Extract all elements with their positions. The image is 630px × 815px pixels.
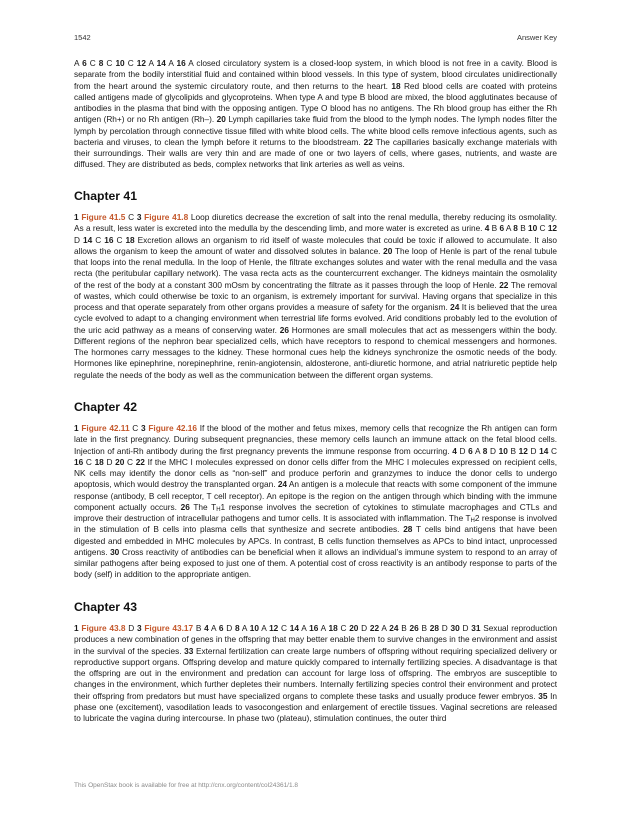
figure-link[interactable]: Figure 43.17 <box>144 623 194 633</box>
chapter-40-answers <box>74 58 557 183</box>
question-number: 24 <box>389 623 399 633</box>
question-number: 24 <box>277 479 288 490</box>
answer-text: It is believed that the urea cycle evolved to adapt to a changing environment when terrestrial life forms evolved. Arid conditions probably led to the evolution of the uric acid pathway as a means of conserving water. <box>74 302 557 335</box>
answer-text: C <box>83 456 95 467</box>
answer-text: Hormones are small molecules that act as messengers within the body. Different regions of the nephron bear specialized cells, which have receptors to respond to chemical messengers and hormones. The hormones carry messages to the kidney. These hormonal cues help the kidneys synchronize the osmotic needs of the body. Hormones like epinephrine, norepinephrine, renin-angiotensin, aldosterone, anti-diuretic hormone, and atrial natriuretic peptide help regulate the needs of the body as well as the communication between the different organ systems. <box>74 324 557 380</box>
answer-text: 1 response involves the secretion of cytokines to stimulate macrophages and CTLs and improve their destruction of intracellular pathogens and tumor cells. It is associated with inflammation. The T <box>74 501 557 523</box>
answer-text: Cross reactivity of antibodies can be beneficial when it allows an individual’s immune system to respond to an array of similar pathogens after being exposed to just one of them. A potential cost of cross reactivity is an antibody response to parts of the body (self) in addition to the appropriate antigen. <box>74 546 558 580</box>
question-number: 8 <box>482 445 488 456</box>
question-number: 8 <box>513 223 518 234</box>
question-number: 20 <box>216 114 226 125</box>
question-number: 3 <box>136 623 142 633</box>
answer-text: The removal of wastes, which could otherwise be toxic to an organism, is extremely important for survival. Having organs that specialize in this process and that operate separately from other organs provides a measure of safety for the organism. <box>74 279 557 312</box>
question-number: 6 <box>499 223 505 234</box>
answer-text: C <box>337 623 350 633</box>
page-footer: This OpenStax book is available for free at http://cnx.org/content/col24361/1.8 <box>74 782 299 789</box>
answer-text: B <box>507 445 519 456</box>
chapter-43-heading: Chapter 43 <box>74 600 137 614</box>
answer-text: C <box>103 58 116 68</box>
question-number: 20 <box>115 456 125 467</box>
answer-text: C <box>278 623 290 633</box>
answer-text: C <box>125 212 137 222</box>
answer-text: The T <box>189 501 217 512</box>
answer-text: A <box>472 445 483 456</box>
question-number: 1 <box>74 212 79 222</box>
question-number: 16 <box>74 456 84 467</box>
answer-key-content <box>74 58 557 733</box>
question-number: 22 <box>499 279 509 290</box>
question-number: 22 <box>135 456 145 467</box>
answer-text: C <box>113 234 126 245</box>
question-number: 28 <box>429 623 439 633</box>
chapter-43-answers <box>74 623 557 733</box>
answer-text: An antigen is a molecule that reacts with some component of the immune response (antibody, B cell receptor, T cell receptor). An epitope is the region on the antigen through which binding with the immune component actually occurs. <box>74 479 557 512</box>
question-number: 4 <box>484 223 490 234</box>
running-header: Answer Key <box>516 33 557 42</box>
answer-text: If the blood of the mother and fetus mixes, memory cells that recognize the Rh antigen can form late in the first pregnancy. During subsequent pregnancies, these memory cells launch an immune attack on the fetal blood cells. Injection of anti-Rh antibody during the first pregnancy prevents the immune response from occurring. <box>74 423 557 456</box>
answer-text: D <box>125 623 137 633</box>
answer-text: D <box>74 234 83 245</box>
answer-text: B <box>418 623 430 633</box>
question-number: 26 <box>180 501 190 512</box>
question-number: 16 <box>309 623 319 633</box>
question-number: 14 <box>156 58 166 68</box>
figure-link[interactable]: Figure 42.16 <box>148 423 197 433</box>
question-number: 33 <box>184 645 194 656</box>
answer-text: C <box>548 445 558 456</box>
answer-text: A <box>504 223 514 234</box>
answer-text: If the MHC I molecules expressed on donor cells differ from the MHC I molecules expressed on recipient cells, NK cells may identify the donor cells as “non-self” and produce perforin and granzymes to induce the donor cells to undergo apoptosis, which would destroy the transplanted organ. <box>74 456 557 490</box>
question-number: 6 <box>82 58 87 68</box>
question-number: 20 <box>383 245 393 256</box>
chapter-41-heading: Chapter 41 <box>74 189 137 203</box>
answer-text: A closed circulatory system is a closed-loop system, in which blood is not free in a cavity. Blood is separate from the bodily interstitial fluid and contained within blood vessels. In this type of system, blood circulates unidirectionally from the heart around the systemic circulatory route, and then returns to the heart. <box>74 58 558 91</box>
question-number: 26 <box>279 324 289 335</box>
question-number: 3 <box>136 212 142 222</box>
answer-text: A <box>258 623 270 633</box>
question-number: 1 <box>74 623 79 633</box>
question-number: 22 <box>363 136 373 147</box>
answer-text: Lymph capillaries take fluid from the blood to the lymph nodes. The lymph nodes filter the lymph by percolation through connective tissue filled with white blood cells. The white blood cells remove infectious agents, such as bacteria and viruses, to clean the lymph before it returns to the bloodstream. <box>74 114 558 147</box>
answer-text: The capillaries basically exchange materials with their surroundings. Their walls are very thin and are made of one or two layers of cells, where gases, nutrients, and waste are diffused. They are distributed as beds, complex networks that link arteries as well as veins. <box>74 136 557 170</box>
chapter-42-heading: Chapter 42 <box>74 400 137 414</box>
question-number: 26 <box>409 623 419 633</box>
answer-text: A <box>165 58 177 68</box>
question-number: 14 <box>539 445 549 456</box>
answer-text: C <box>124 58 137 68</box>
answer-text: D <box>103 456 116 467</box>
question-number: 18 <box>391 80 401 91</box>
question-number: 12 <box>269 623 279 633</box>
question-number: 10 <box>249 623 259 633</box>
answer-text: A <box>299 623 310 633</box>
question-number: 18 <box>328 623 338 633</box>
question-number: 10 <box>115 58 125 68</box>
figure-link[interactable]: Figure 43.8 <box>81 623 126 633</box>
figure-link[interactable]: Figure 41.8 <box>144 212 189 222</box>
answer-text: In phase one (excitement), vasodilation leads to vasocongestion and enlargement of erectile tissues. Vaginal secretions are released to lubricate the vagina during intercourse. In phase two (plateau), stimulation continues, the outer third <box>74 690 558 723</box>
question-number: 6 <box>218 623 224 633</box>
answer-text: B <box>193 623 205 633</box>
subscript: H <box>216 506 221 513</box>
subscript: H <box>470 518 475 524</box>
question-number: 30 <box>110 546 120 557</box>
question-number: 12 <box>547 223 558 234</box>
answer-text: C <box>124 456 136 467</box>
answer-text: Sexual reproduction produces a new combination of genes in the offspring that may better enable them to survive changes in the environment and assist in the survival of the species. <box>74 623 558 656</box>
question-number: 10 <box>498 445 508 456</box>
answer-text: D <box>487 445 499 456</box>
answer-text: Loop diuretics decrease the excretion of salt into the renal medulla, thereby reducing its osmolality. As a result, less water is excreted into the medulla by the descending limb, and more water is excreted as urine. <box>74 212 557 234</box>
question-number: 12 <box>518 445 528 456</box>
answer-text: C <box>92 234 105 245</box>
question-number: 31 <box>471 623 481 633</box>
answer-text: C <box>537 223 548 234</box>
answer-text: C <box>86 58 99 68</box>
chapter-41-answers <box>74 212 557 394</box>
question-number: 22 <box>369 623 380 633</box>
answer-text: D <box>358 623 370 633</box>
question-number: 14 <box>83 234 93 245</box>
answer-text: B <box>398 623 410 633</box>
question-number: 35 <box>538 690 548 701</box>
answer-text: T cells bind antigens that have been digested and embedded in MHC molecules by APCs. In contrast, B cells function themselves as APCs to bind intact, unprocessed antigens. <box>74 524 558 557</box>
answer-text: A <box>318 623 329 633</box>
question-number: 12 <box>136 58 146 68</box>
question-number: 1 <box>74 423 79 433</box>
answer-text: D <box>439 623 451 633</box>
question-number: 10 <box>528 223 538 234</box>
question-number: 28 <box>403 524 413 535</box>
question-number: 16 <box>176 58 186 68</box>
answer-text: A <box>379 623 390 633</box>
answer-text: A <box>208 623 219 633</box>
answer-text: C <box>129 423 141 433</box>
question-number: 14 <box>289 623 299 633</box>
question-number: 6 <box>468 445 473 456</box>
question-number: 30 <box>450 623 460 633</box>
question-number: 8 <box>234 623 240 633</box>
answer-text: The loop of Henle is part of the renal tubule that loops into the renal medulla. In the loop of Henle, the filtrate exchanges solutes and water with the renal medulla and the vasa recta (the peritubular capillary network). The vasa recta acts as the countercurrent exchanger. The kidneys maintain the osmolality of the rest of the body at a constant 300 mOsm by concentrating the filtrate as it passes through the loop of Henle. <box>74 245 557 290</box>
answer-text: External fertilization can create large numbers of offspring without requiring specialized delivery or reproductive support organs. Offspring develop and mature quickly compared to internally fertilizing species. A disadvantage is that the offspring are out in the environment and predation can account for large loss of offspring. The embryos are susceptible to changes in the environment, which further depletes their numbers. Internally fertilizing species control their environment and protect their offspring from predators but must have specialized organs to complete these tasks and usually produce fewer embryos. <box>74 645 557 701</box>
answer-text: B <box>489 223 500 234</box>
question-number: 16 <box>104 234 114 245</box>
answer-text: D <box>527 445 540 456</box>
answer-text: Red blood cells are coated with proteins called antigens made of glycolipids and glycoproteins. When type A and type B blood are mixed, the blood agglutinates because of antibodies in the plasma that bind with the opposing antigen. Type O blood has no antigens. The Rh blood group has either the Rh antigen (Rh+) or no Rh antigen (Rh–). <box>74 80 557 125</box>
answer-text: D <box>223 623 235 633</box>
question-number: 4 <box>452 445 457 456</box>
question-number: 18 <box>125 234 135 245</box>
question-number: 3 <box>141 423 146 433</box>
answer-text: A <box>239 623 250 633</box>
question-number: 20 <box>349 623 359 633</box>
answer-text: A <box>145 58 157 68</box>
figure-link[interactable]: Figure 41.5 <box>81 212 126 222</box>
question-number: 24 <box>450 302 460 312</box>
question-number: 8 <box>98 58 104 68</box>
answer-text: A <box>74 58 83 68</box>
question-number: 18 <box>94 456 104 467</box>
figure-link[interactable]: Figure 42.11 <box>81 423 130 433</box>
answer-text: D <box>459 623 472 633</box>
chapter-42-answers <box>74 423 557 594</box>
answer-text: B <box>517 223 529 234</box>
question-number: 4 <box>204 623 209 633</box>
page-number: 1542 <box>74 33 91 42</box>
answer-text: Excretion allows an organism to rid itself of waste molecules that could be toxic if allowed to accumulate. It also allows the organism to keep the amount of water and dissolved solutes in balance. <box>74 234 557 256</box>
answer-text: D <box>456 445 469 456</box>
answer-text: 2 response is involved in the stimulation of B cells into plasma cells that synthesize and secrete antibodies. <box>74 513 558 535</box>
